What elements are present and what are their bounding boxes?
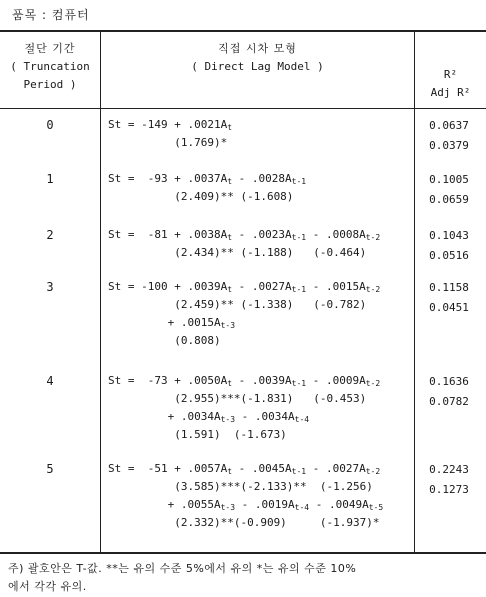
equation-line: $St = -81 + .0038A_t - .0023A_{t-1} - .0008A_{t-2}$ (108, 228, 381, 242)
adj-r2-value: 0.0451 (429, 301, 469, 314)
r2-value: 0.2243 (429, 463, 469, 476)
equation-cell (108, 460, 383, 532)
header-model-en: ( Direct Lag Model ) (191, 60, 324, 73)
period-cell: 4 (46, 374, 54, 388)
r2-cell (416, 372, 482, 412)
equation-line: + $.0034A_{t-3} - .0034A_{t-4}$ (108, 410, 310, 424)
header-truncation-en2: Period ) (23, 78, 77, 91)
footnote-line-2: 에서 각각 유의. (8, 580, 87, 593)
equation-line: (1.591) (-1.673) (108, 428, 287, 441)
period-cell: 2 (46, 228, 54, 242)
adj-r2-value: 0.0659 (429, 193, 469, 206)
footnote-line-1: 주) 괄호안은 T-값. **는 유의 수준 5%에서 유의 *는 유의 수준 10% (8, 562, 357, 575)
header-direct-lag-model (101, 40, 414, 76)
adj-r2-value: 0.1273 (429, 483, 469, 496)
r2-cell (416, 278, 482, 318)
r2-cell (416, 116, 482, 156)
header-r-squared (415, 66, 486, 102)
period-cell: 5 (46, 462, 54, 476)
period-cell: 0 (46, 118, 54, 132)
adj-r2-value: 0.0782 (429, 395, 469, 408)
period-cell: 1 (46, 172, 54, 186)
equation-line: (2.434)** (-1.188) (-0.464) (108, 246, 367, 259)
adj-r2-value: 0.0516 (429, 249, 469, 262)
equation-line: $St = -149 + .0021A_t$ (108, 118, 233, 132)
equation-line: (2.409)** (-1.608) (108, 190, 294, 203)
r2-value: 0.1043 (429, 229, 469, 242)
r2-value: 0.1158 (429, 281, 469, 294)
equation-cell (108, 170, 306, 206)
header-truncation-period (0, 40, 100, 94)
header-r2: R² (443, 68, 458, 81)
footnote (8, 560, 478, 596)
adj-r2-value: 0.0379 (429, 139, 469, 152)
column-divider-right (414, 30, 415, 553)
page-label: 품목 : 컴퓨터 (12, 8, 90, 22)
equation-line: + $.0055A_{t-3} - .0019A_{t-4} - .0049A_{t-5}$ (108, 498, 384, 512)
equation-line: (2.955)***(-1.831) (-0.453) (108, 392, 367, 405)
equation-line: $St = -93 + .0037A_t - .0028A_{t-1}$ (108, 172, 307, 186)
equation-line: $St = -51 + .0057A_t - .0045A_{t-1} - .0027A_{t-2}$ (108, 462, 381, 476)
equation-line: $St = -100 + .0039A_t - .0027A_{t-1} - .0015A_{t-2}$ (108, 280, 381, 294)
header-adj-r2: Adj R² (430, 86, 471, 99)
r2-cell (416, 226, 482, 266)
equation-cell (108, 372, 380, 444)
r2-value: 0.1636 (429, 375, 469, 388)
r2-cell (416, 460, 482, 500)
equation-line: (1.769)* (108, 136, 228, 149)
equation-cell (108, 116, 232, 152)
header-truncation-ko: 절단 기간 (24, 42, 76, 55)
equation-line: (2.332)**(-0.909) (-1.937)* (108, 516, 380, 529)
equation-line: $St = -73 + .0050A_t - .0039A_{t-1} - .0009A_{t-2}$ (108, 374, 381, 388)
column-divider-left (100, 30, 101, 553)
equation-line: (2.459)** (-1.338) (-0.782) (108, 298, 367, 311)
period-cell: 3 (46, 280, 54, 294)
header-model-ko: 직접 시차 모형 (218, 42, 297, 55)
equation-line: (3.585)***(-2.133)** (-1.256) (108, 480, 373, 493)
equation-line: + $.0015A_{t-3}$ (108, 316, 236, 330)
r2-value: 0.0637 (429, 119, 469, 132)
equation-cell (108, 278, 380, 350)
equation-cell (108, 226, 380, 262)
r2-value: 0.1005 (429, 173, 469, 186)
regression-table (0, 30, 486, 555)
header-truncation-en1: ( Truncation (10, 60, 90, 73)
equation-line: (0.808) (108, 334, 221, 347)
r2-cell (416, 170, 482, 210)
